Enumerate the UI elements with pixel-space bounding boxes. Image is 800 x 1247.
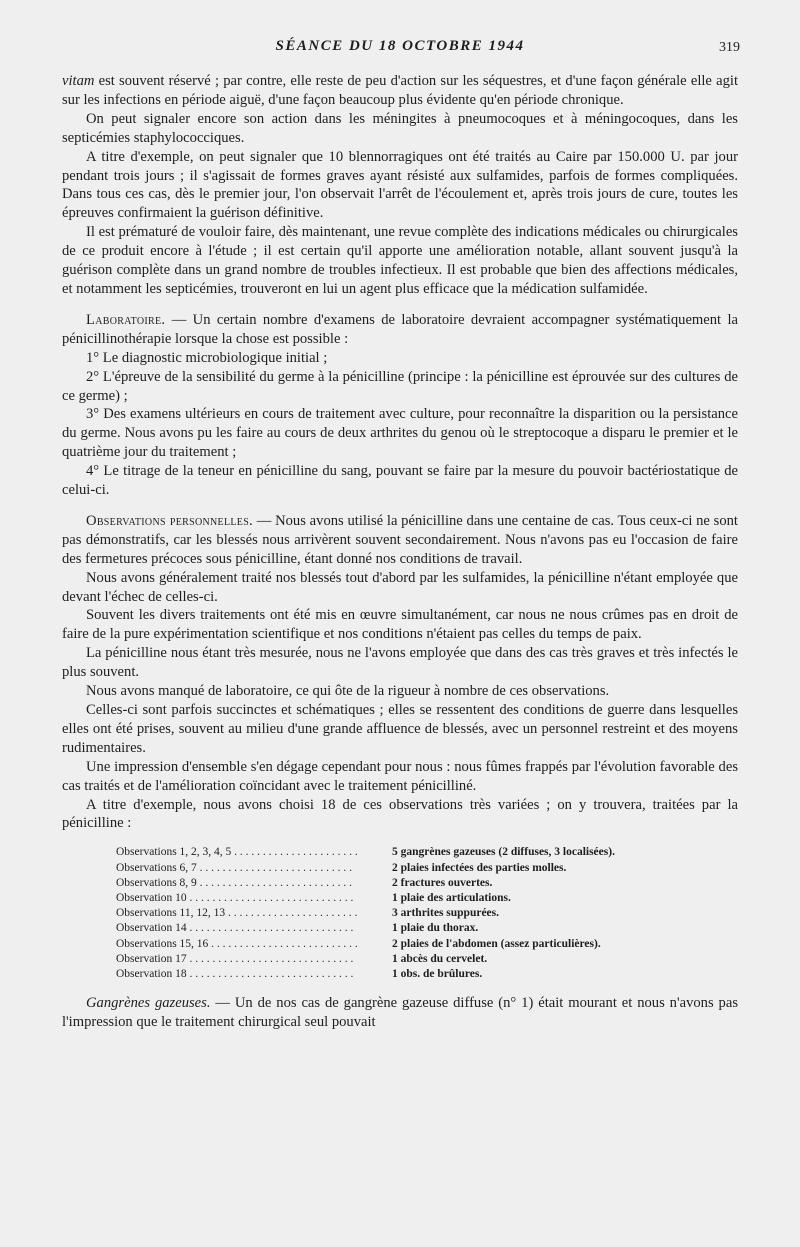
table-row (116, 845, 615, 860)
paragraph-observations (62, 512, 738, 569)
paragraph: Celles-ci sont parfois succinctes et schématiques ; elles se ressentent des conditions de guerre dans lesquelles elles ont été prises, souvent au milieu d'une grande affluence de blessés, avec un personnel restreint et des moyens rudimentaires. (62, 702, 738, 756)
observation-value: 2 plaies infectées des parties molles. (392, 861, 567, 874)
observation-value: 2 fractures ouvertes. (392, 876, 493, 889)
table-row (116, 861, 615, 876)
body-text (62, 72, 738, 1032)
observation-value: 1 obs. de brûlures. (392, 967, 483, 980)
observation-value: 5 gangrènes gazeuses (2 diffuses, 3 localisées). (392, 846, 615, 859)
observation-label: Observation 18 . . . . . . . . . . . . . . . . . . . . . . . . . . . . . (116, 967, 354, 980)
table-row (116, 937, 615, 952)
observation-label: Observations 6, 7 . . . . . . . . . . . . . . . . . . . . . . . . . . . (116, 861, 353, 874)
paragraph-lead: vitam (62, 73, 95, 89)
list-item: 3° Des examens ultérieurs en cours de traitement avec culture, pour reconnaître la disparition ou la persistance du germe. Nous avons pu les faire au cours de deux arthrites du genou où le streptocoque a disparu le premier et le quatrième jour du traitement ; (62, 406, 738, 461)
observation-label: Observation 10 . . . . . . . . . . . . . . . . . . . . . . . . . . . . . (116, 891, 354, 904)
running-header (60, 38, 740, 60)
observation-value: 1 plaie du thorax. (392, 922, 479, 935)
observation-label: Observations 11, 12, 13 . . . . . . . . . . . . . . . . . . . . . . . (116, 907, 358, 920)
observation-label: Observations 15, 16 . . . . . . . . . . . . . . . . . . . . . . . . . . (116, 937, 358, 950)
observation-value: 1 plaie des articulations. (392, 891, 511, 904)
paragraph (62, 72, 738, 110)
table-row (116, 891, 615, 906)
table-row (116, 952, 615, 967)
paragraph: La pénicilline nous étant très mesurée, nous ne l'avons employée que dans des cas très graves et très infectés le plus souvent. (62, 645, 738, 681)
section-heading: Observations personnelles. (86, 512, 253, 529)
section-heading: Laboratoire. (86, 311, 166, 328)
observation-value: 3 arthrites suppurées. (392, 907, 500, 920)
observation-label: Observations 1, 2, 3, 4, 5 . . . . . . . . . . . . . . . . . . . . . . (116, 846, 358, 859)
paragraph-gangrenes (62, 994, 738, 1032)
paragraph: A titre d'exemple, nous avons choisi 18 de ces observations très variées ; on y trouvera, traitées par la pénicilline : (62, 796, 738, 832)
table-row (116, 967, 615, 982)
paragraph: Souvent les divers traitements ont été mis en œuvre simultanément, car nous ne nous crûmes pas en droit de faire de la pure expérimentation scientifique et nos conditions n'étaient pas celles du temps de paix. (62, 607, 738, 643)
paragraph-text: — Un certain nombre d'examens de laboratoire devraient accompagner systématiquement la pénicillinothérapie lorsque la chose est possible : (62, 311, 738, 347)
observation-label: Observation 17 . . . . . . . . . . . . . . . . . . . . . . . . . . . . . (116, 952, 354, 965)
observations-table (116, 845, 615, 982)
section-heading: Gangrènes gazeuses. (86, 995, 211, 1012)
running-title: SÉANCE DU 18 OCTOBRE 1944 (275, 38, 525, 54)
paragraph: Une impression d'ensemble s'en dégage cependant pour nous : nous fûmes frappés par l'évolution favorable des cas traités et de l'amélioration coïncidant avec le traitement pénicilliné. (62, 758, 738, 794)
paragraph: Nous avons manqué de laboratoire, ce qui ôte de la rigueur à nombre de ces observations. (86, 683, 610, 700)
paragraph: Nous avons généralement traité nos blessés tout d'abord par les sulfamides, la pénicilline n'étant employée que devant l'échec de celles-ci. (62, 569, 738, 605)
observation-value: 1 abcès du cervelet. (392, 952, 488, 965)
paragraph: A titre d'exemple, on peut signaler que 10 blennorragiques ont été traités au Caire par 150.000 U. par jour pendant trois jours ; il s'agissait de formes graves ayant résisté aux sulfamides, parfois de formes compliquées. Dans tous ces cas, dès le premier jour, l'on observait l'arrêt de l'écoulement et, après trois jours de cure, toutes les épreuves confirmaient la guérison définitive. (62, 148, 738, 222)
paragraph-text: — Nous avons utilisé la pénicilline dans une centaine de cas. Tous ceux-ci ne sont pas démonstratifs, car les blessés nous arrivèrent souvent secondairement. Nous n'avons pas eu l'occasion de faire des fermetures précoces sous pénicilline, étant donné nos conditions de travail. (62, 512, 738, 567)
observation-label: Observations 8, 9 . . . . . . . . . . . . . . . . . . . . . . . . . . . (116, 876, 353, 889)
paragraph-laboratoire (62, 311, 738, 349)
observation-value: 2 plaies de l'abdomen (assez particulières). (392, 937, 601, 950)
table-row (116, 876, 615, 891)
page-number: 319 (719, 40, 740, 55)
paragraph: Il est prématuré de vouloir faire, dès maintenant, une revue complète des indications médicales ou chirurgicales de ce produit encore à l'étude ; il est certain qu'il apporte une amélioration notable, allant souvent jusqu'à la guérison complète dans un grand nombre de troubles infectieux. Il est probable que bien des affections médicales, et notamment les septicémies, trouveront en lui un agent plus efficace que la médication sulfamidée. (62, 224, 738, 297)
list-item: 1° Le diagnostic microbiologique initial ; (86, 349, 328, 366)
paragraph-text: est souvent réservé ; par contre, elle reste de peu d'action sur les séquestres, et d'une façon générale elle agit sur les infections en période aiguë, d'une façon beaucoup plus évidente qu'en période chronique. (62, 73, 738, 108)
observation-label: Observation 14 . . . . . . . . . . . . . . . . . . . . . . . . . . . . . (116, 922, 354, 935)
table-row (116, 906, 615, 921)
table-row (116, 921, 615, 936)
list-item: 4° Le titrage de la teneur en pénicilline du sang, pouvant se faire par la mesure du pouvoir bactériostatique de celui-ci. (62, 463, 738, 499)
list-item: 2° L'épreuve de la sensibilité du germe à la pénicilline (principe : la pénicilline est éprouvée sur des cultures de ce germe) ; (62, 368, 738, 404)
paragraph: On peut signaler encore son action dans les méningites à pneumocoques et à méningocoques, dans les septicémies staphylococciques. (62, 110, 738, 146)
paragraph-text: — Un de nos cas de gangrène gazeuse diffuse (n° 1) était mourant et nous n'avons pas l'impression que le traitement chirurgical seul pouvait (62, 995, 738, 1031)
